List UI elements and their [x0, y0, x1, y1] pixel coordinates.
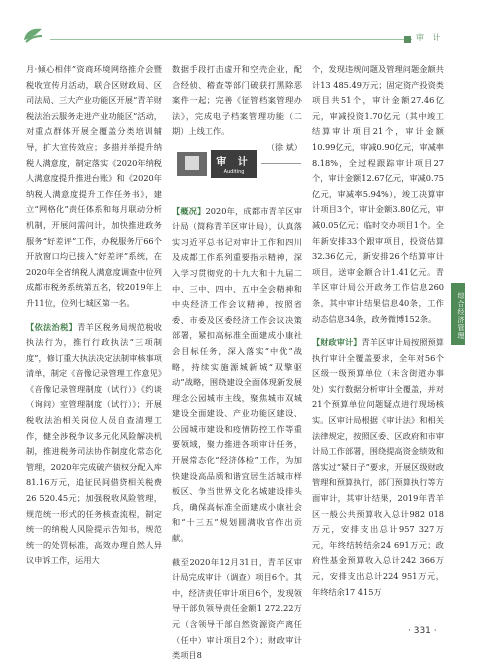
section-title-zh: 审 计 [216, 157, 252, 168]
paragraph-text: 青羊区审计局按照预算执行审计全覆盖要求，全年对56个区级一级预算单位（未含街道办事处）实行数据分析审计全覆盖，并对21个预算单位问题疑点进行现场核实。区审计局根据《审计法》和相关法律规定，按照区委、区政府和市审计局工作部署，围绕提高资金绩效和落实过“紧日子”要求，开展区级财政管理和预算执行，部门预算执行等方面审计，其审计结果，2019年青羊区一般公共预算收入总计982 018万元，安排支出总计957 327万元，年终结转结余24 691万元；政府性基金预算收入总计242 366万元，安排支出总计224 951万元，年终结余17 415万 [312, 337, 444, 597]
leaf-logo-icon [22, 26, 44, 44]
section-title-box [211, 150, 257, 178]
paragraph-tag: 【概况】 [172, 205, 206, 216]
section-title-decoration [185, 156, 199, 170]
section-title-rule [261, 163, 301, 164]
column-left [26, 62, 162, 569]
section-title [177, 150, 302, 178]
section-title-en: Auditing [223, 169, 245, 175]
paragraph-tag: 【依法治税】 [26, 321, 78, 332]
paragraph [26, 320, 162, 570]
header-marker [404, 36, 411, 43]
paragraph-text: 青羊区税务局规范税收执法行为，推行行政执法“三项制度”，修订重大执法决定法制审核事项清单，制定《音像记录管理工作意见》《音像记录管理制度（试行）》《约谈（询问）室管理制度（试行）》；开展税收法治相关岗位人员自查清理工作，健全涉税争议多元化风险解决机制，推进税务司法协作制度化常态化管理，2020年完成破产债权分配入库81.16万元，追征民间借贷相关税费26 520.45元；加强税收风险管理，规范统一形式的任务核查流程，制定统一的纳税人风险提示告知书，规范统一的处罚标准，高效办理自然人异议申诉工作，运用大 [26, 321, 162, 566]
paragraph: 数据手段打击虚开和空壳企业，配合经侦、稽查等部门破获打黑除恶案件一起；完善《征管档案管理办法》，完成电子档案管理功能（二期）上线工作。 [172, 64, 302, 137]
paragraph [172, 204, 302, 547]
paragraph: 月·倾心相伴”资商环境网络推介会暨税收宣传月活动，联合区财政局、区司法局、三大产业功能区开展“青羊财税法治云服务走进产业功能区”活动，对重点群体开展全覆盖分类培训辅导，扩大宣传效应；多措并举提升纳税人满意度，制定落实《2020年纳税人满意度提升推进台账》和《2020年纳税人满意度提升工作任务书》，建立“网格化”责任体系和每月联动分析机制，开展问需问计，加快推进政务服务“好差评”工作，办税服务厅66个开放窗口均已接入“好差评”系统，在2020年全省纳税人满意度调查中位列成都市税务系统第五名，较2019年上升11位，位列七城区第一名。 [26, 64, 162, 308]
paragraph [312, 335, 444, 600]
column-right [312, 62, 444, 600]
author-credit: （徐 斌） [266, 141, 302, 152]
paragraph: 截至2020年12月31日，青羊区审计局完成审计（调查）项目6个。其中，经济责任审计项目6个，发现领导干部负领导责任金额1 272.22万元（含领导干部自然资源资产离任（任中）审计项目2个）；财政审计类项目8 [172, 556, 302, 661]
header-rule [50, 39, 412, 40]
paragraph-text: 2020年，成都市青羊区审计局（简称青羊区审计局），认真落实习近平总书记对审计工作和四川及成都工作系列重要指示精神，深入学习贯彻党的十九大和十九届二中、三中、四中、五中全会精神和中央经济工作会议精神，按照省委、市委及区委经济工作会议决策部署，紧扣高标准全面建成小康社会目标任务，深入落实“中优”战略，持续实施源城新城“双擎驱动”战略，围绕建设全面体现新发展理念公园城市主线，聚焦城市双城建设全面建设、产业功能区建设、公园城市建设和疫情防控工作等重要领域，聚力推进各项审计任务，开展常态化“经济体检”工作，为加快建设高品质和谐宜居生活城市样板区、争当世界文化名城建设排头兵，确保高标准全面建成小康社会和“十三五”规划圆满收官作出贡献。 [172, 205, 302, 544]
header-section-label: 审 计 [416, 33, 444, 42]
page-header [0, 0, 480, 55]
chapter-side-tab: 综合经济管理 [451, 283, 465, 345]
paragraph-tag: 【财政审计】 [312, 337, 362, 348]
page-number: · 331 · [408, 626, 437, 636]
paragraph: 个，发现违规问题及管理问题金额共计13 485.49万元；固定资产投资类项目共51个，审计金额27.46亿元，审减投资1.70亿元（其中竣工结算审计项目21个，审计金额10.99亿元，审减0.90亿元，审减率8.18%，全过程跟踪审计项目27个，审计金额12.67亿元，审减0.75亿元，审减率5.94%），竣工决算审计项目3个，审计金额3.80亿元，审减0.05亿元；临时交办项目1个。全年新安排33个跟审项目，投资估算32.36亿元，新安排26个结算审计项目，送审金额合计1.41亿元。青羊区审计局公开政务工作信息260条，其中审计结果信息40条，工作动态信息34条，政务微博152条。 [312, 64, 444, 324]
